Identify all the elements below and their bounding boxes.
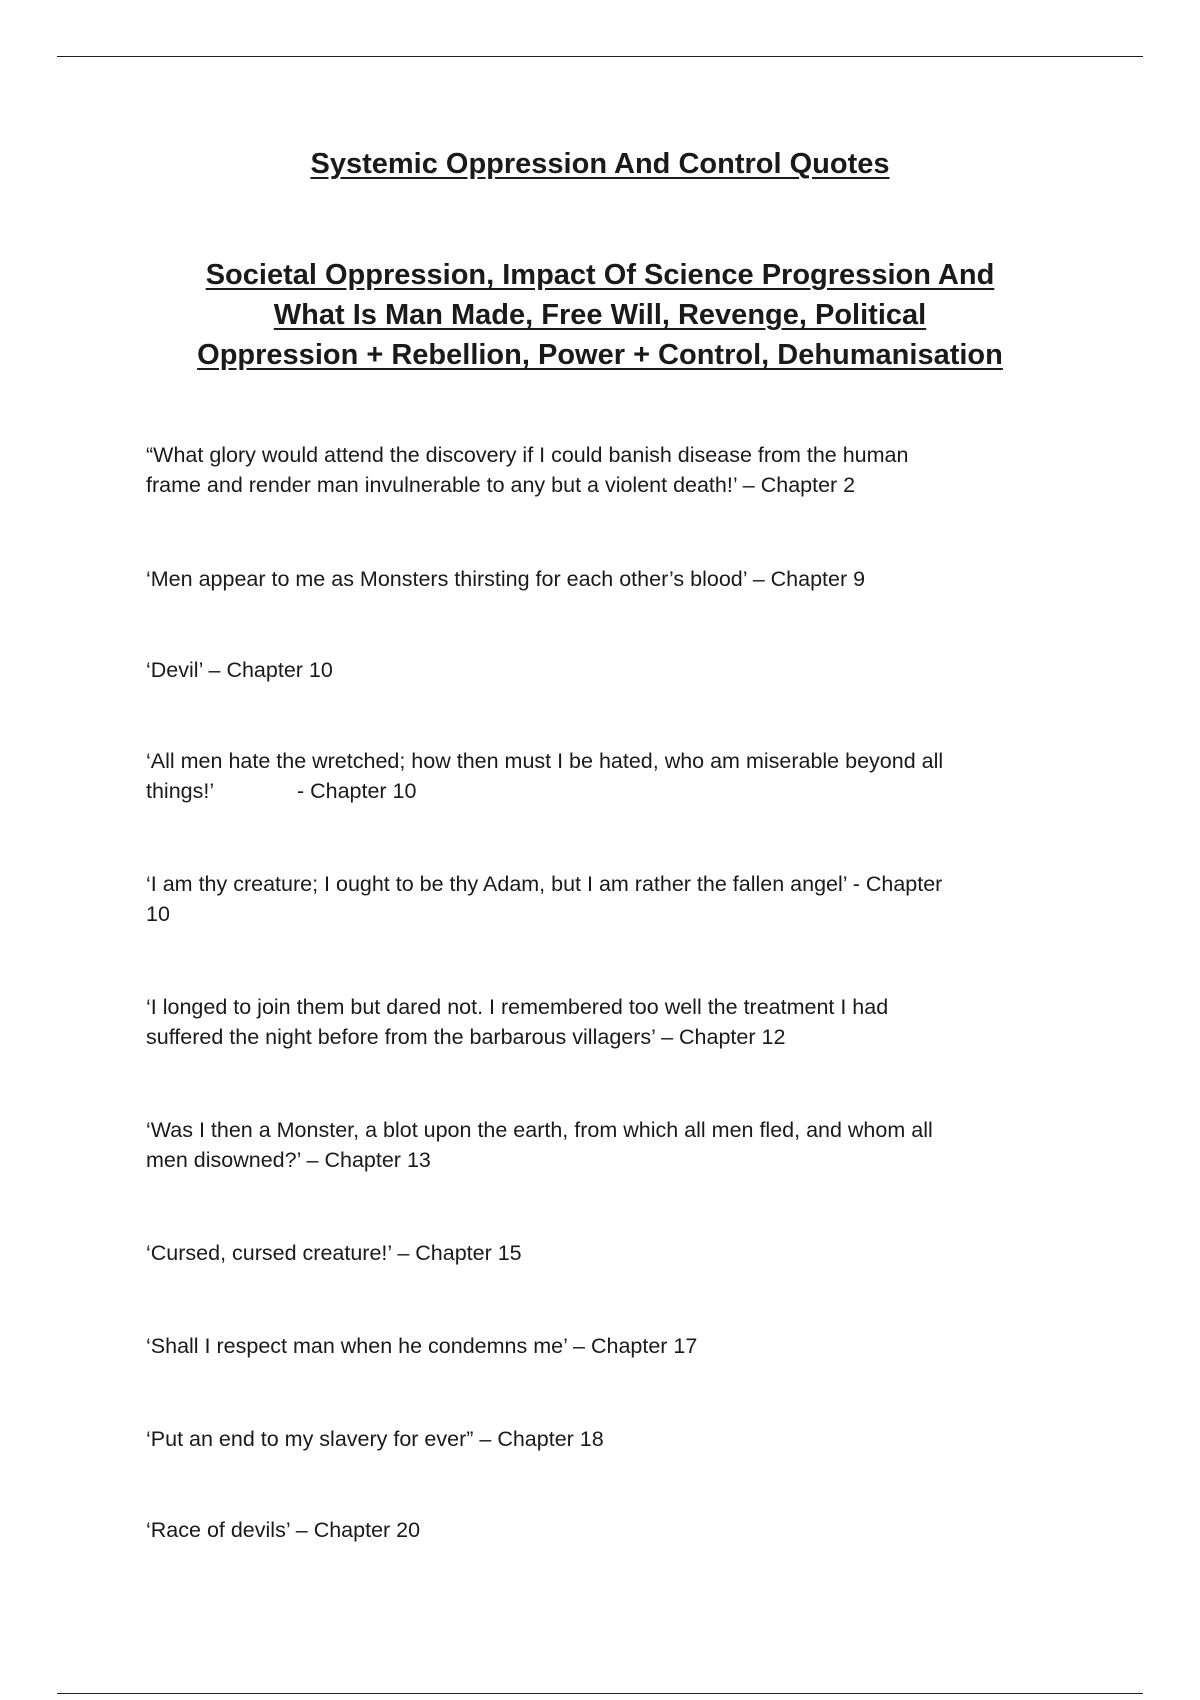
- quote-item: ‘I am thy creature; I ought to be thy Adam, but I am rather the fallen angel’ - Chapter 10: [146, 872, 943, 926]
- quote-item: ‘Race of devils’ – Chapter 20: [146, 1518, 421, 1542]
- subheading-line: Oppression + Rebellion, Power + Control, Dehumanisation: [197, 339, 1003, 371]
- quote-item: ‘All men hate the wretched; how then must I be hated, who am miserable beyond all things!’ - Chapter 10: [146, 749, 944, 803]
- document-title: Systemic Oppression And Control Quotes: [310, 148, 890, 180]
- quote-item: ‘Cursed, cursed creature!’ – Chapter 15: [146, 1241, 522, 1265]
- quote-item: ‘Was I then a Monster, a blot upon the earth, from which all men fled, and whom all men disowned?’ – Chapter 13: [146, 1118, 933, 1172]
- section-subheading: [130, 255, 1070, 375]
- quote-item: ‘Shall I respect man when he condemns me’ – Chapter 17: [146, 1334, 698, 1358]
- quote-item: ‘Put an end to my slavery for ever” – Chapter 18: [146, 1427, 604, 1451]
- quote-item: “What glory would attend the discovery if I could banish disease from the human frame and render man invulnerable to any but a violent death!’ – Chapter 2: [146, 443, 909, 497]
- quote-item: ‘Men appear to me as Monsters thirsting for each other’s blood’ – Chapter 9: [146, 567, 866, 591]
- quote-item: ‘I longed to join them but dared not. I remembered too well the treatment I had suffered the night before from the barbarous villagers’ – Chapter 12: [146, 995, 889, 1049]
- subheading-line: What Is Man Made, Free Will, Revenge, Political: [273, 299, 927, 331]
- subheading-line: Societal Oppression, Impact Of Science Progression And: [205, 259, 995, 291]
- bottom-rule: [57, 1693, 1143, 1694]
- quote-item: ‘Devil’ – Chapter 10: [146, 658, 333, 682]
- top-rule: [57, 56, 1143, 57]
